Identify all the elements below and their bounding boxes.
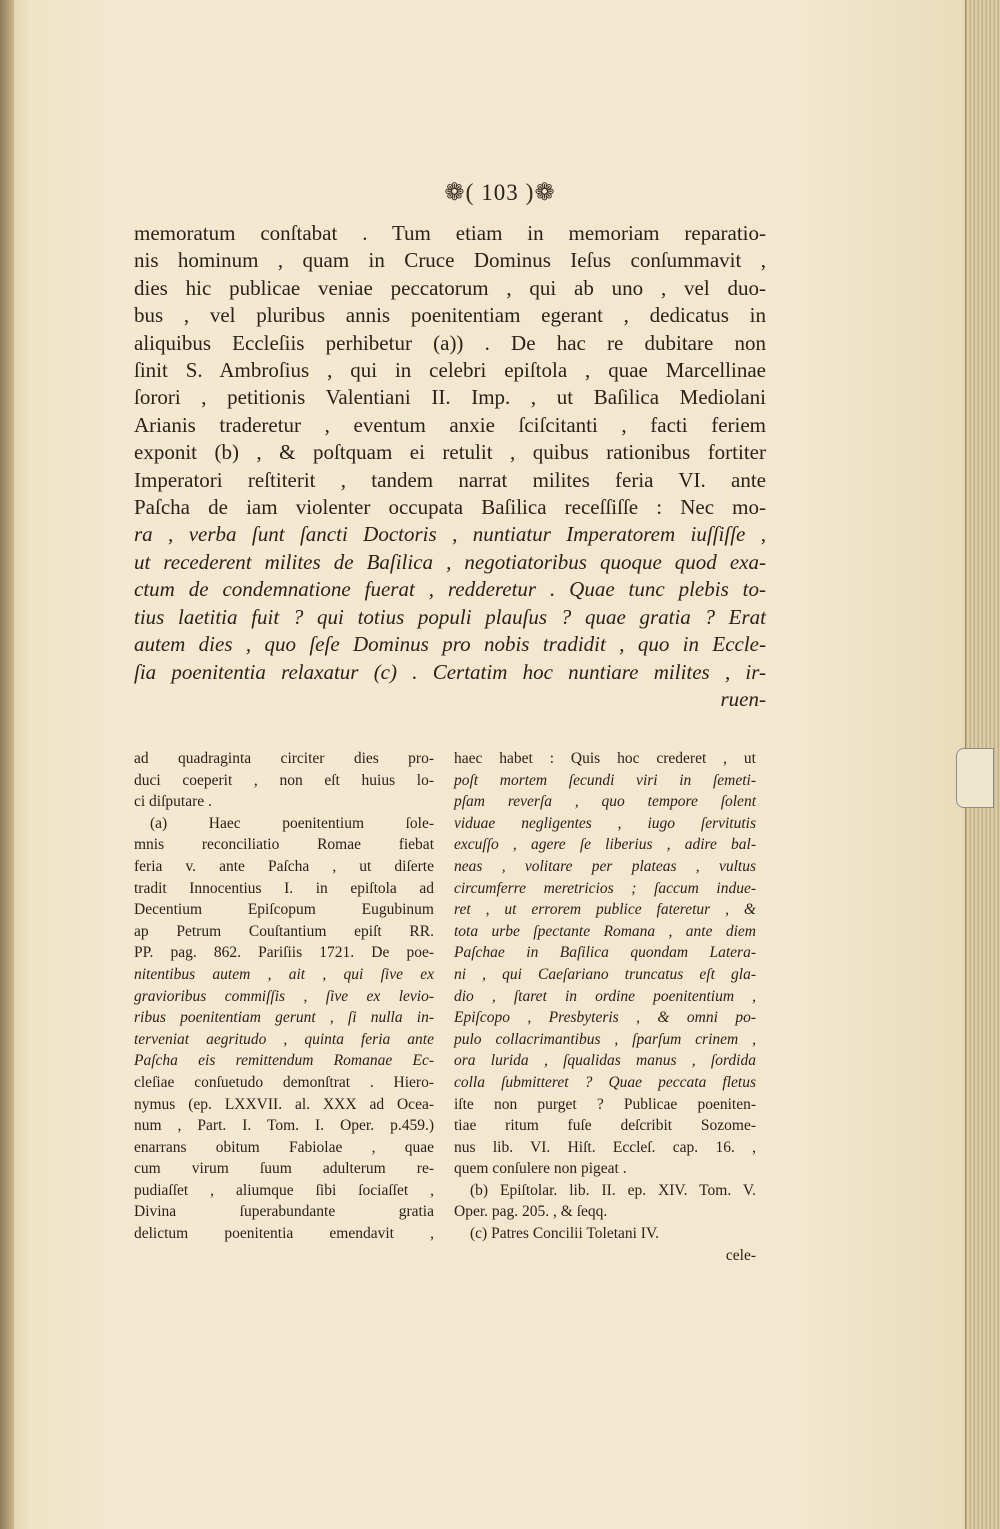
footnote-line: poſt mortem ſecundi viri in ſemeti- xyxy=(454,771,756,789)
footnote-line: pudiaſſet , aliumque ſibi ſociaſſet , xyxy=(134,1181,434,1199)
footnote-line: duci coeperit , non eſt huius lo- xyxy=(134,771,434,789)
text-line: ſorori , petitionis Valentiani II. Imp. , ut Baſilica Mediolani xyxy=(134,385,766,410)
footnote-line: feria v. ante Paſcha , ut diſerte xyxy=(134,857,434,875)
footnote-line: enarrans obitum Fabiolae , quae xyxy=(134,1138,434,1156)
footnote-line: (c) Patres Concilii Toletani IV. xyxy=(470,1225,660,1243)
footnote-line: (a) Haec poenitentium ſole- xyxy=(150,814,434,832)
footnote-line: pulo collacrimantibus , ſparſum crinem , xyxy=(454,1030,756,1048)
text-line: ſinit S. Ambroſius , qui in celebri epiſtola , quae Marcellinae xyxy=(134,358,766,383)
text-line: Paſcha de iam violenter occupata Baſilica receſſiſſe : Nec mo- xyxy=(134,495,766,520)
text-line: ſia poenitentia relaxatur (c) . Certatim hoc nuntiare milites , ir- xyxy=(134,659,766,684)
footnote-line: tota urbe ſpectante Romana , ante diem xyxy=(454,922,756,940)
footnote-line: cum virum ſuum adulterum re- xyxy=(134,1160,434,1178)
text-line: tius laetitia fuit ? qui totius populi plauſus ? quae gratia ? Erat xyxy=(134,604,766,629)
footnotes-left-column xyxy=(134,748,434,1245)
footnote-line: gravioribus commiſſis , ſive ex levio- xyxy=(134,987,434,1005)
footnote-line: colla ſubmitteret ? Quae peccata fletus xyxy=(454,1073,756,1091)
footnote-line: pſam reverſa , quo tempore ſolent xyxy=(454,793,756,811)
footnote-line: Decentium Epiſcopum Eugubinum xyxy=(134,901,434,919)
footnote-line: nitentibus autem , ait , qui ſive ex xyxy=(134,965,434,983)
footnote-line: quem conſulere non pigeat . xyxy=(454,1160,627,1178)
footnote-line: terveniat aegritudo , quinta feria ante xyxy=(134,1030,434,1048)
text-line: ut recederent milites de Baſilica , negotiatoribus quoque quod exa- xyxy=(134,549,766,574)
page-header xyxy=(0,178,1000,207)
catchword: ruen- xyxy=(720,686,766,711)
text-line: autem dies , quo ſeſe Dominus pro nobis tradidit , quo in Eccle- xyxy=(134,632,766,657)
page-tab xyxy=(956,748,994,808)
footnote-line: tiae ritum fuſe deſcribit Sozome- xyxy=(454,1117,756,1135)
footnote-line: ni , qui Caeſariano truncatus eſt gla- xyxy=(454,965,756,983)
footnote-line: ora lurida , ſqualidas manus , ſordida xyxy=(454,1052,756,1070)
footnote-line: PP. pag. 862. Pariſiis 1721. De poe- xyxy=(134,944,434,962)
footnote-line: delictum poenitentia emendavit , xyxy=(134,1225,434,1243)
page-number: 103 xyxy=(481,180,519,205)
footnote-line: Divina ſuperabundante gratia xyxy=(134,1203,434,1221)
footnotes-right-column xyxy=(454,748,756,1266)
text-line: Imperatori reſtiterit , tandem narrat milites feria VI. ante xyxy=(134,467,766,492)
text-line: aliquibus Eccleſiis perhibetur (a)) . De hac re dubitare non xyxy=(134,330,766,355)
footnote-line: mnis reconciliatio Romae fiebat xyxy=(134,836,434,854)
footnote-line: (b) Epiſtolar. lib. II. ep. XIV. Tom. V. xyxy=(470,1181,756,1199)
main-text xyxy=(134,220,766,713)
footnote-line: ret , ut errorem publice fateretur , & xyxy=(454,901,756,919)
footnote-line: iſte non purget ? Publicae poeniten- xyxy=(454,1095,756,1113)
footnote-line: ad quadraginta circiter dies pro- xyxy=(134,750,434,767)
footnote-line: Oper. pag. 205. , & ſeqq. xyxy=(454,1203,608,1221)
text-line: ctum de condemnatione fuerat , redderetur . Quae tunc plebis to- xyxy=(134,577,766,602)
text-line: ra , verba ſunt ſancti Doctoris , nuntiatur Imperatorem iuſſiſſe , xyxy=(134,522,766,547)
footnote-line: Paſcha eis remittendum Romanae Ec- xyxy=(134,1052,434,1070)
footnote-line: circumferre meretricios ; ſaccum indue- xyxy=(454,879,756,897)
footnote-line: excuſſo , agere ſe liberius , adire bal- xyxy=(454,836,756,854)
footnote-line: ci diſputare . xyxy=(134,793,212,811)
text-line: exponit (b) , & poſtquam ei retulit , quibus rationibus fortiter xyxy=(134,440,766,465)
text-line: Arianis traderetur , eventum anxie ſciſcitanti , facti feriem xyxy=(134,412,766,437)
footnote-line: dio , ſtaret in ordine poenitentium , xyxy=(454,987,756,1005)
catchword: cele- xyxy=(725,1246,756,1264)
text-line: dies hic publicae veniae peccatorum , qui ab uno , vel duo- xyxy=(134,275,766,300)
ornament-right-icon: )❁ xyxy=(525,180,556,206)
footnote-line: num , Part. I. Tom. I. Oper. p.459.) xyxy=(134,1117,434,1135)
footnote-line: Epiſcopo , Presbyteris , & omni po- xyxy=(454,1009,756,1027)
text-line: nis hominum , quam in Cruce Dominus Ieſus conſummavit , xyxy=(134,248,766,273)
footnote-line: nymus (ep. LXXVII. al. XXX ad Ocea- xyxy=(134,1095,434,1113)
footnote-line: cleſiae conſuetudo demonſtrat . Hiero- xyxy=(134,1073,434,1091)
text-line: memoratum conſtabat . Tum etiam in memoriam reparatio- xyxy=(134,221,766,245)
footnote-line: nus lib. VI. Hiſt. Eccleſ. cap. 16. , xyxy=(454,1138,756,1156)
footnote-line: viduae negligentes , iugo ſervitutis xyxy=(454,814,756,832)
footnote-line: Paſchae in Baſilica quondam Latera- xyxy=(454,944,756,962)
footnote-line: tradit Innocentius I. in epiſtola ad xyxy=(134,879,434,897)
footnote-line: haec habet : Quis hoc crederet , ut xyxy=(454,750,756,767)
page-gutter xyxy=(0,0,14,1529)
footnote-line: ribus poenitentiam gerunt , ſi nulla in- xyxy=(134,1009,434,1027)
footnote-line: neas , volitare per plateas , vultus xyxy=(454,857,756,875)
footnote-line: ap Petrum Couſtantium epiſt RR. xyxy=(134,922,434,940)
text-line: bus , vel pluribus annis poenitentiam egerant , dedicatus in xyxy=(134,303,766,328)
ornament-left-icon: ❁( xyxy=(444,180,475,206)
